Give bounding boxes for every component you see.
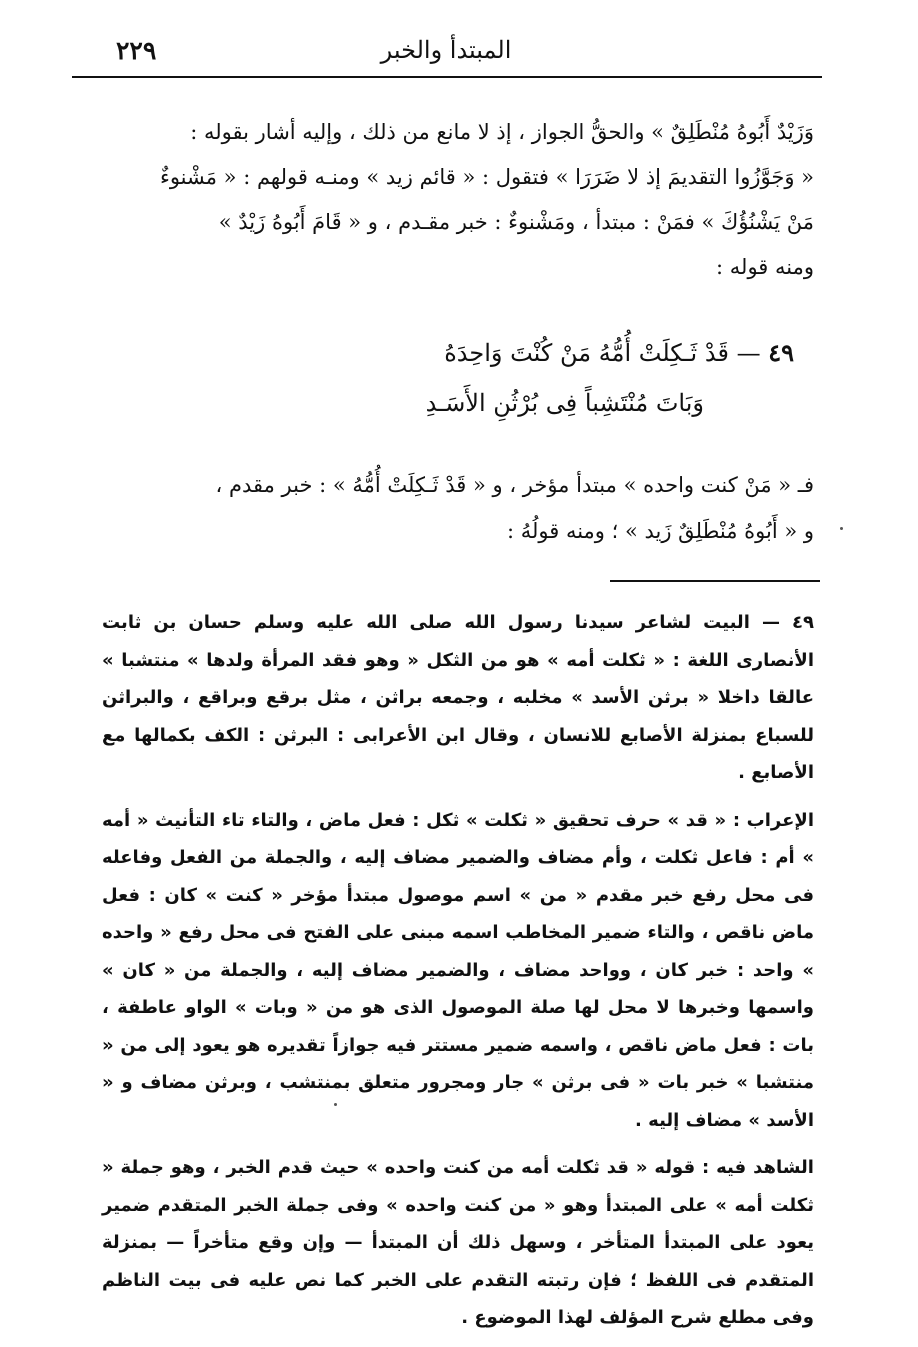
main-line: « وَجَوَّزُوا التقديمَ إذ لا ضَرَرَا » فتقول : « قائم زيد » ومنـه قولهم : « مَشْنوءٌ (159, 165, 814, 189)
irab-text: « قد » حرف تحقيق « ثكلت » ثكل : فعل ماض ، والتاء تاء التأنيث « أمه » أم : فاعل ثكلت ، وأم مضاف والضمير مضاف إليه ، والجملة من الفعل وفاعله فى محل رفع خبر مقدم « من » اسم موصول مبتدأ مؤخر « كنت » كان : فعل ماض ناقص ، والتاء ضمير المخاطب اسمه مبنى على الفتح فى محل رفع « واحده » واحد : خبر كان ، وواحد مضاف ، والضمير مضاف إليه ، والجملة من « كان » واسمها وخبرها لا محل لها صلة الموصول الذى هو من « وبات » الواو عاطفة ، بات : فعل ماض ناقص ، واسمه ضمير مستتر فيه جوازاً تقديره هو يعود إلى من « منتشبا » خبر بات « فى برثن » جار ومجرور متعلق بمنتشب ، وبرثن مضاف و « الأسد » مضاف إليه . (102, 809, 814, 1131)
verse-number: ٤٩ (768, 338, 794, 367)
verse-hemistich-2: وَبَاتَ مُنْتَشِباً فِى بُرْثُنِ الأَسَـدِ (425, 389, 704, 417)
language-label: اللغة : (672, 649, 729, 671)
running-title: المبتدأ والخبر (380, 36, 512, 64)
after-verse-paragraph (104, 462, 814, 554)
footnote-source (102, 604, 814, 792)
after-verse-line: فـ « مَنْ كنت واحده » مبتدأ مؤخر ، و « قَدْ ثَـكِلَتْ أُمُّهُ » : خبر مقدم ، (215, 473, 814, 497)
language-text: « ثكلت أمه » هو من الثكل « وهو فقد المرأة ولدها » منتشبا » عالقا داخلا « برثن الأسد » مخلبه ، وجمعه براثن ، مثل برقع وبراقع ، والبراثن للسباع بمنزلة الأصابع للانسان ، وقال ابن الأعرابى : البرثن : الكف بكمالها مع الأصابع . (102, 649, 814, 783)
verse-first-hemistich-line (104, 328, 814, 378)
shahid-text: قوله « قد ثكلت أمه من كنت واحده » حيث قدم الخبر ، وهو جملة « ثكلت أمه » على المبتدأ وهو « من كنت واحده » وفى جملة الخبر المتقدم ضمير يعود على المبتدأ المتأخر ، وسهل ذلك أن المبتدأ — وإن وقع متأخراً — بمنزلة المتقدم فى اللفظ ؛ فإن رتبته التقدم على الخبر كما نص عليه فى بيت الناظم وفى مطلع شرح المؤلف لهذا الموضوع . (102, 1157, 814, 1328)
verse-second-hemistich-line (104, 378, 814, 428)
print-speck (334, 1103, 337, 1106)
main-line: مَنْ يَشْنُؤُكَ » فمَنْ : مبتدأ ، ومَشْنوءٌ : خبر مقـدم ، و « قَامَ أَبُوهُ زَيْدٌ » (218, 210, 814, 234)
main-line: وَزَيْدٌ أَبُوهُ مُنْطَلِقٌ » والحقُّ الجواز ، إذ لا مانع من ذلك ، وإليه أشار بقوله : (190, 120, 814, 144)
page-number: ٢٢٩ (116, 36, 157, 65)
footnote-source-text: البيت لشاعر سيدنا رسول الله صلى الله عليه وسلم حسان بن ثابت الأنصارى (102, 612, 814, 671)
verse-dash: — (736, 339, 761, 367)
main-line: ومنه قوله : (716, 255, 814, 279)
footnotes (102, 604, 814, 1347)
main-paragraph (104, 110, 814, 290)
shahid-label: الشاهد فيه : (702, 1157, 814, 1178)
irab-label: الإعراب : (732, 809, 814, 831)
verse-block (104, 328, 814, 428)
footnote-shahid (102, 1149, 814, 1337)
verse-hemistich-1: قَدْ ثَـكِلَتْ أُمُّهُ مَنْ كُنْتَ وَاحِدَهُ (444, 339, 729, 367)
footnote-rule (610, 580, 820, 582)
footnote-irab (102, 802, 814, 1140)
footnote-number: ٤٩ — (761, 612, 814, 633)
after-verse-line: و « أَبُوهُ مُنْطَلِقٌ زَيد » ؛ ومنه قولُهُ : (506, 519, 814, 543)
print-speck (840, 527, 843, 530)
header-rule (72, 76, 822, 78)
page-header (70, 34, 822, 74)
